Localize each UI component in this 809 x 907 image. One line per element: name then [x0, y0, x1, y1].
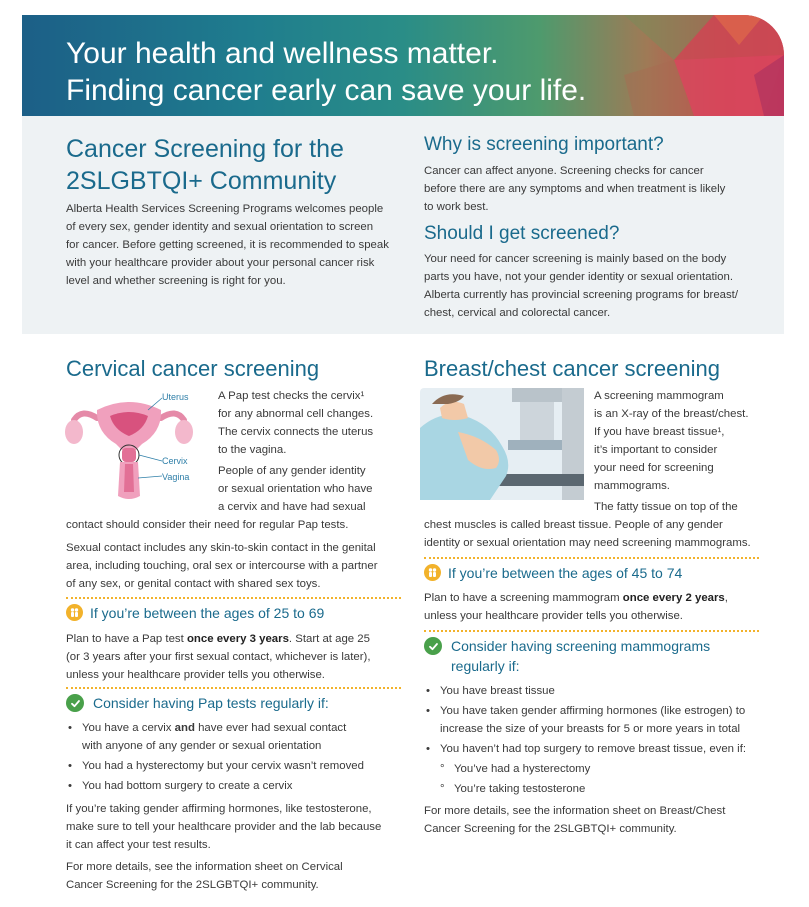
list-item: • You had bottom surgery to create a cervix — [66, 777, 406, 795]
decorative-facets — [564, 15, 784, 116]
banner-headline — [66, 35, 586, 109]
mammogram-illustration — [420, 388, 584, 500]
breast-criteria-list — [424, 682, 769, 800]
should-screen-text: Your need for cancer screening is mainly based on the body parts you have, not your gender identity or sexual orientation. Alberta currently has provincial screening programs for breast/ chest, cervical and colorectal cancer. — [424, 253, 739, 319]
header-banner — [22, 15, 784, 116]
cervical-age-heading: If you’re between the ages of 25 to 69 — [66, 604, 324, 621]
cervix-people-text-end: contact should consider their need for regular Pap tests. — [66, 519, 349, 531]
list-item: • You haven’t had top surgery to remove breast tissue, even if: — [424, 740, 769, 758]
cervical-criteria-list — [66, 719, 406, 797]
pap-test-description: A Pap test checks the cervix¹ for any abnormal cell changes. The cervix connects the uterus to the vagina. — [218, 390, 374, 456]
mammogram-description: A screening mammogram is an X-ray of the breast/chest. If you have breast tissue¹, it’s important to consider your need for screening mammograms. — [594, 390, 749, 492]
divider — [66, 597, 401, 599]
check-icon — [424, 637, 442, 655]
banner-line-1: Your health and wellness matter. — [66, 37, 499, 70]
breast-more-details: For more details, see the information sheet on Breast/Chest Cancer Screening for the 2SLGBTQI+ community. — [424, 805, 726, 835]
why-screening-heading: Why is screening important? — [424, 134, 664, 155]
breast-age-heading: If you’re between the ages of 45 to 74 — [424, 564, 682, 581]
should-screen-heading: Should I get screened? — [424, 223, 620, 244]
check-icon — [66, 694, 84, 712]
cervical-title: Cervical cancer screening — [66, 356, 320, 381]
breast-title: Breast/chest cancer screening — [424, 356, 720, 381]
list-item: • You had a hysterectomy but your cervix wasn’t removed — [66, 757, 406, 775]
cervix-people-text: People of any gender identity or sexual orientation who have a cervix and have had sexual — [218, 465, 373, 513]
cervix-label: Cervix — [162, 456, 188, 466]
divider — [424, 557, 759, 559]
divider — [66, 687, 401, 689]
intro-paragraph: Alberta Health Services Screening Programs welcomes people of every sex, gender identity and sexual orientation to screen for cancer. Before getting screened, it is recommended to speak with your healthcare provider about your personal cancer risk level and whether screening is right for you. — [66, 203, 389, 287]
people-icon — [424, 564, 441, 581]
uterus-diagram — [62, 388, 212, 503]
cervical-consider-heading: Consider having Pap tests regularly if: — [66, 693, 329, 713]
people-icon — [66, 604, 83, 621]
cervical-more-details: For more details, see the information sheet on Cervical Cancer Screening for the 2SLGBTQI+ community. — [66, 861, 343, 891]
breast-tissue-definition: chest muscles is called breast tissue. People of any gender identity or sexual orientation may need screening mammograms. — [424, 519, 751, 549]
breast-tissue-definition-start: The fatty tissue on top of the — [594, 501, 738, 513]
cervical-plan-text: Plan to have a Pap test once every 3 years. Start at age 25 (or 3 years after your first sexual contact, whichever is later), unless your healthcare provider tells you otherwise. — [66, 633, 371, 681]
list-item: • You have a cervix and have ever had sexual contact with anyone of any gender or sexual orientation — [66, 719, 406, 755]
breast-consider-heading: Consider having screening mammograms regularly if: — [424, 636, 710, 676]
divider — [424, 630, 759, 632]
vagina-label: Vagina — [162, 472, 190, 482]
hormone-note: If you’re taking gender affirming hormones, like testosterone, make sure to tell your healthcare provider and the lab because it can affect your test results. — [66, 803, 382, 851]
page-title: Cancer Screening for the 2SLGBTQI+ Community — [66, 135, 344, 195]
list-item: • You have breast tissue — [424, 682, 769, 700]
sub-list-item: ° You’ve had a hysterectomy — [424, 760, 769, 778]
sub-list-item: ° You’re taking testosterone — [424, 780, 769, 798]
banner-line-2: Finding cancer early can save your life. — [66, 74, 587, 107]
breast-plan-text: Plan to have a screening mammogram once every 2 years, unless your healthcare provider tells you otherwise. — [424, 592, 728, 622]
uterus-label: Uterus — [162, 392, 189, 402]
sexual-contact-definition: Sexual contact includes any skin-to-skin contact in the genital area, including touching, oral sex or intercourse with a partner of any sex, or genital contact with shared sex toys. — [66, 542, 378, 590]
why-screening-text: Cancer can affect anyone. Screening checks for cancer before there are any symptoms and when treatment is likely to work best. — [424, 165, 726, 213]
list-item: • You have taken gender affirming hormones (like estrogen) to increase the size of your breasts for 5 or more years in total — [424, 702, 769, 738]
